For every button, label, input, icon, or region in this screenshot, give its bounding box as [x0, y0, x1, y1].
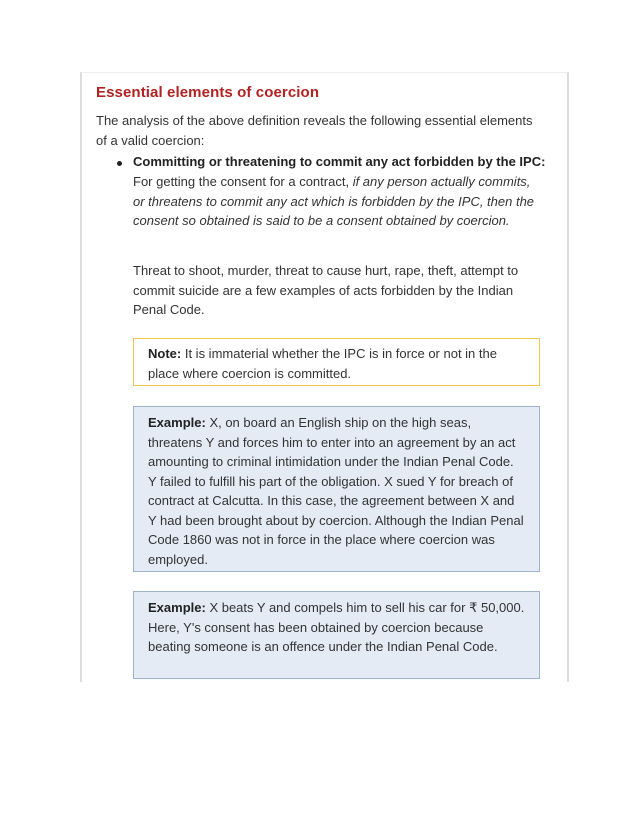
- example-box: [133, 591, 540, 679]
- section-heading: Essential elements of coercion: [96, 84, 320, 101]
- note-label: Note:: [148, 346, 182, 361]
- definition-italic-text: if any person actually commits, or threatens to commit any act which is forbidden by the IPC, then the consent so obtained is said to be a consent obtained by coercion.: [133, 174, 535, 228]
- example-label: Example:: [148, 600, 206, 615]
- document-page: [80, 72, 569, 682]
- example-label: Example:: [148, 415, 206, 430]
- intro-paragraph: The analysis of the above definition reveals the following essential elements of a valid coercion:: [96, 113, 533, 148]
- bullet-definition: [133, 172, 538, 231]
- example-text: X, on board an English ship on the high seas, threatens Y and forces him to enter into an agreement by an act amounting to criminal intimidation under the Indian Penal Code. Y failed to fulfill his part of the obligation. X sued Y for breach of contract at Calcutta. In this case, the agreement between X and Y had been brought about by coercion. Although the Indian Penal Code 1860 was not in force in the place where coercion was employed.: [148, 415, 524, 567]
- note-box: [133, 338, 540, 386]
- note-text: It is immaterial whether the IPC is in force or not in the place where coercion is committed.: [148, 346, 497, 381]
- forbidden-acts-paragraph: Threat to shoot, murder, threat to cause hurt, rape, theft, attempt to commit suicide are a few examples of acts forbidden by the Indian Penal Code.: [133, 263, 519, 317]
- example-text: X beats Y and compels him to sell his car for ₹ 50,000. Here, Y's consent has been obtained by coercion because beating someone is an offence under the Indian Penal Code.: [148, 600, 525, 654]
- definition-plain-text: For getting the consent for a contract,: [133, 174, 350, 189]
- example-box: [133, 406, 540, 572]
- bullet-title: Committing or threatening to commit any act forbidden by the IPC:: [133, 154, 546, 169]
- bullet-point-icon: [117, 161, 122, 166]
